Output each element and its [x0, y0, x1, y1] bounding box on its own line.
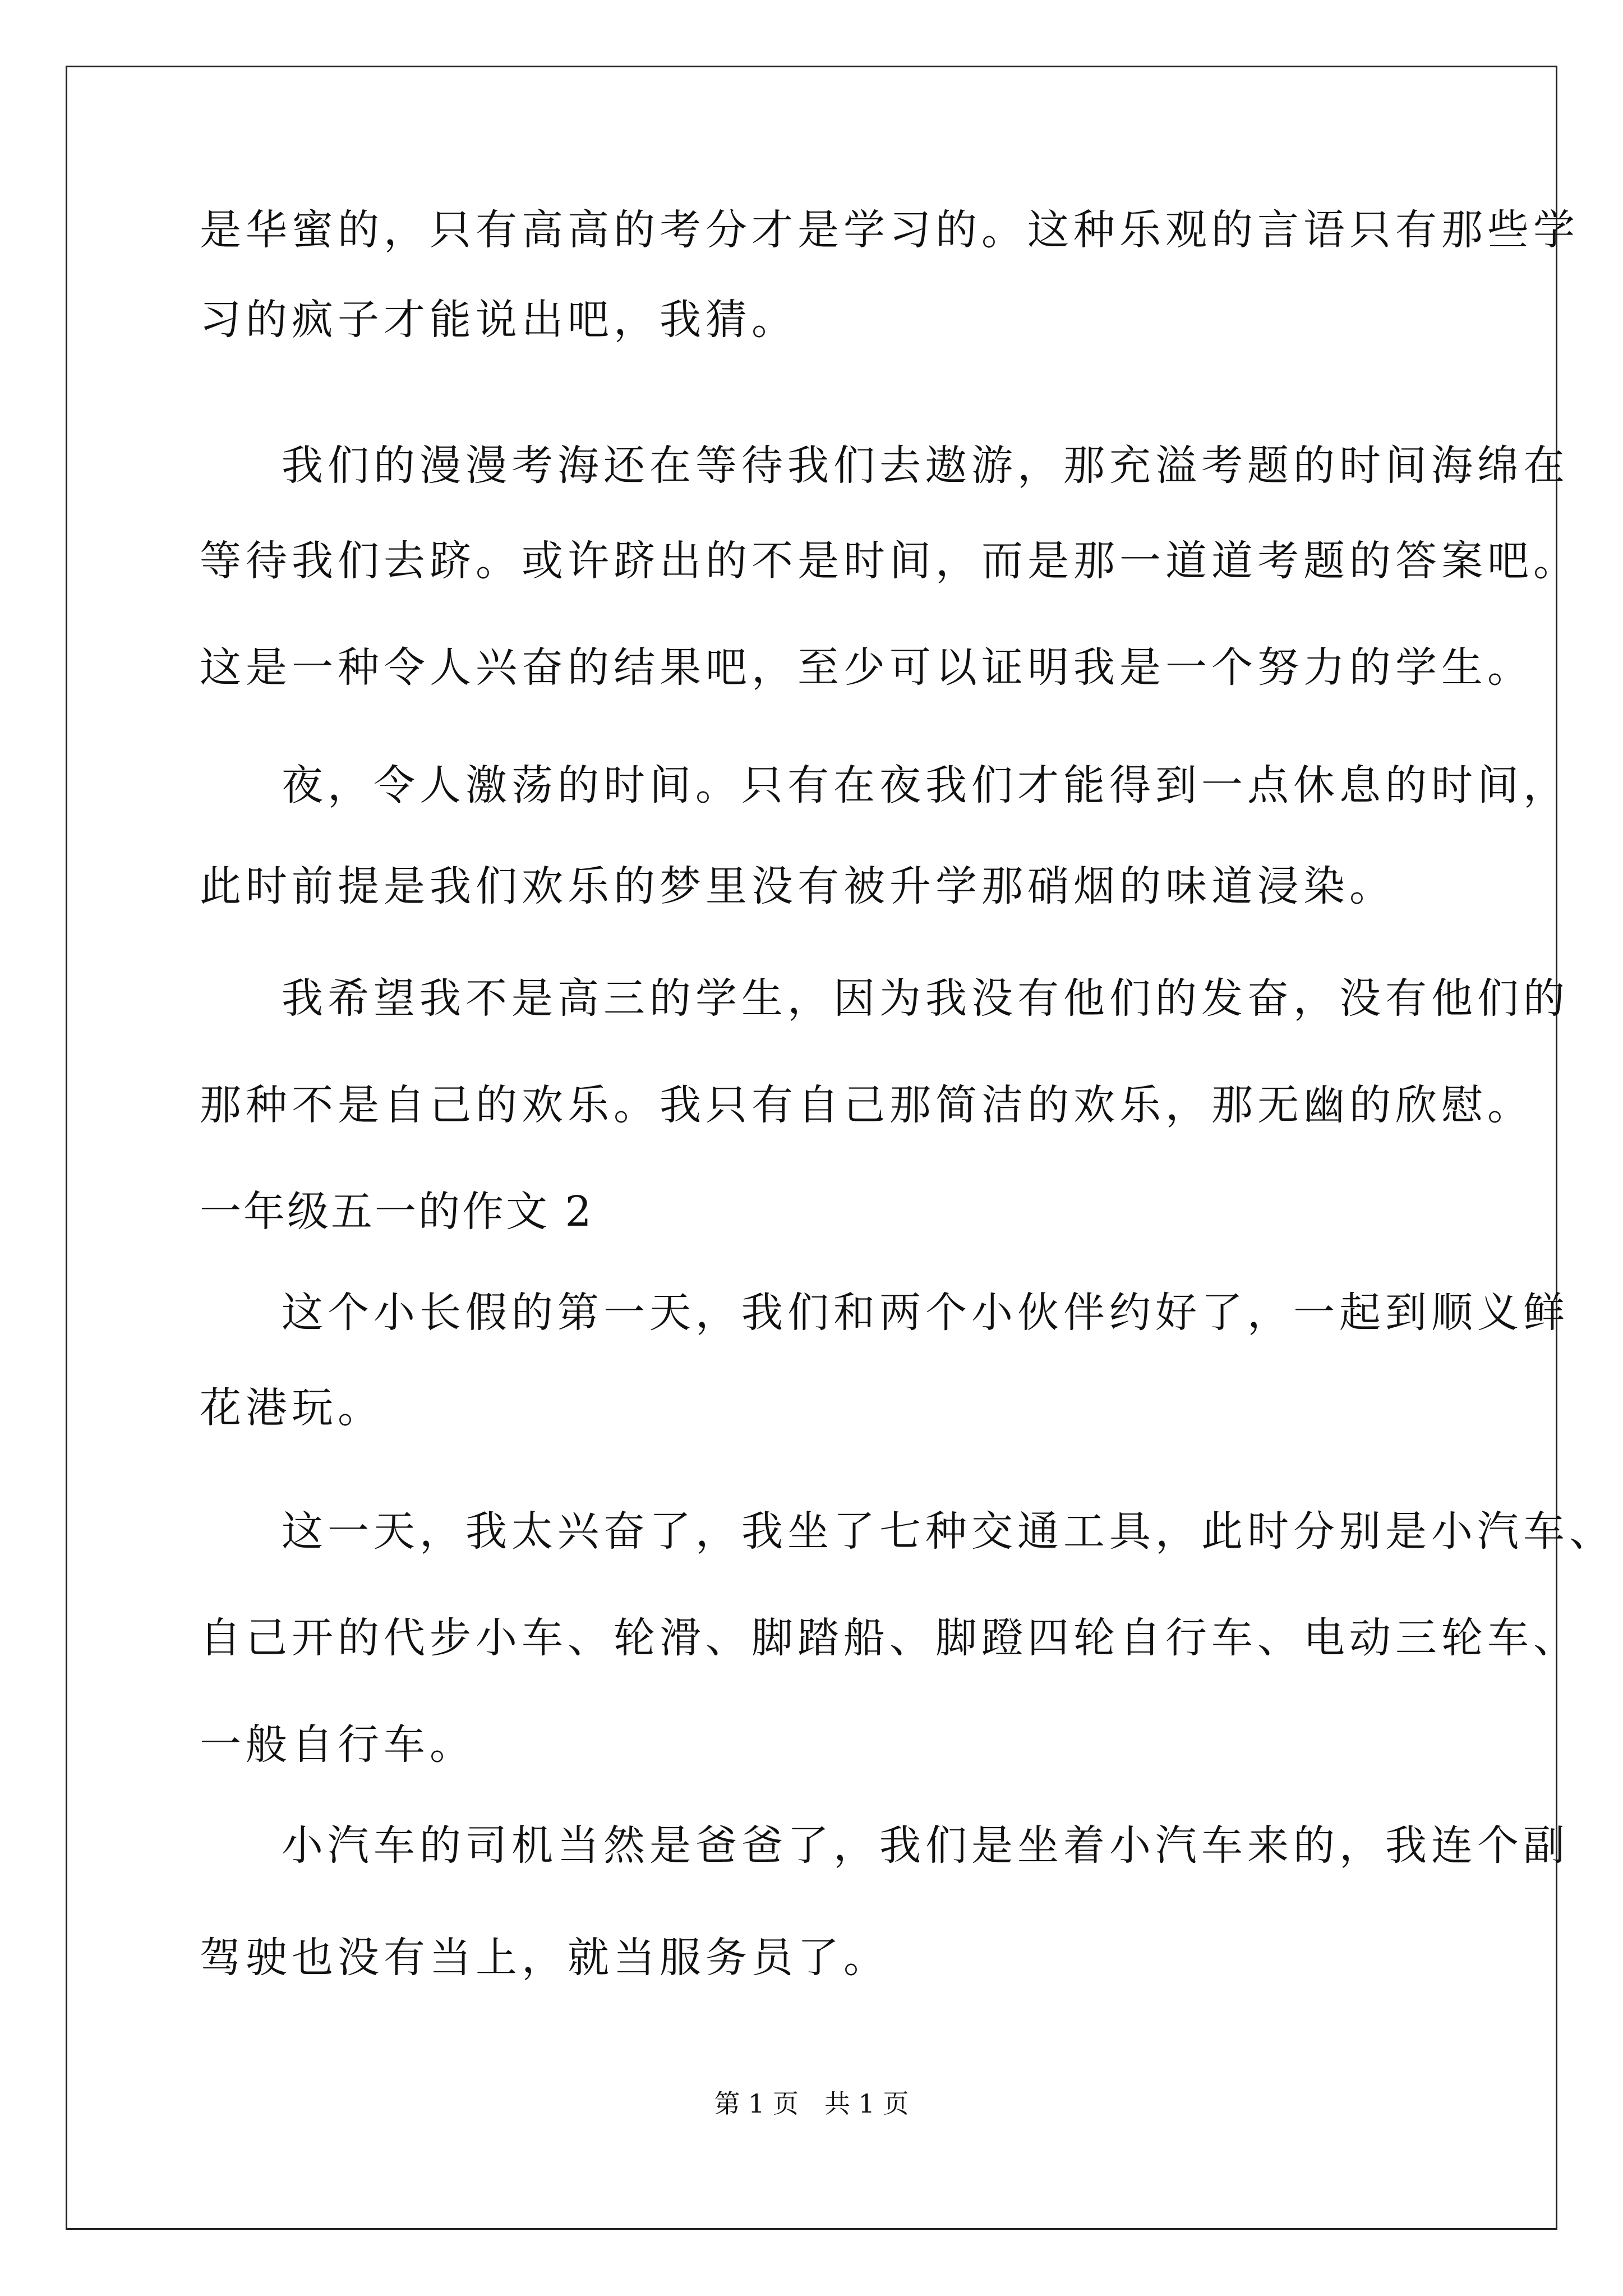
section-heading: 一年级五一的作文 2 — [200, 1188, 594, 1236]
body-line-11: 花港玩。 — [200, 1384, 384, 1432]
body-line-7: 此时前提是我们欢乐的梦里没有被升学那硝烟的味道浸染。 — [200, 862, 1395, 910]
page-footer: 第 1 页 共 1 页 — [714, 2088, 909, 2119]
body-line-2: 习的疯子才能说出吧，我猜。 — [200, 296, 797, 344]
body-line-8: 我希望我不是高三的学生，因为我没有他们的发奋，没有他们的 — [282, 974, 1569, 1023]
body-line-9: 那种不是自己的欢乐。我只有自己那简洁的欢乐，那无幽的欣慰。 — [200, 1081, 1533, 1129]
body-line-5: 这是一种令人兴奋的结果吧，至少可以证明我是一个努力的学生。 — [200, 643, 1533, 692]
body-line-6: 夜，令人激荡的时间。只有在夜我们才能得到一点休息的时间， — [282, 761, 1569, 809]
body-line-13: 自己开的代步小车、轮滑、脚踏船、脚蹬四轮自行车、电动三轮车、 — [200, 1614, 1579, 1662]
body-line-10: 这个小长假的第一天，我们和两个小伙伴约好了，一起到顺义鲜 — [282, 1289, 1569, 1337]
body-line-15: 小汽车的司机当然是爸爸了，我们是坐着小汽车来的，我连个副 — [282, 1821, 1569, 1870]
body-line-3: 我们的漫漫考海还在等待我们去遨游，那充溢考题的时间海绵在 — [282, 441, 1569, 490]
body-line-12: 这一天，我太兴奋了，我坐了七种交通工具，此时分别是小汽车、 — [282, 1507, 1615, 1556]
body-line-4: 等待我们去跻。或许跻出的不是时间，而是那一道道考题的答案吧。 — [200, 537, 1579, 585]
body-line-1: 是华蜜的，只有高高的考分才是学习的。这种乐观的言语只有那些学 — [200, 206, 1579, 254]
page-border — [66, 66, 1557, 2230]
body-line-16: 驾驶也没有当上，就当服务员了。 — [200, 1934, 889, 1982]
body-line-14: 一般自行车。 — [200, 1720, 476, 1769]
